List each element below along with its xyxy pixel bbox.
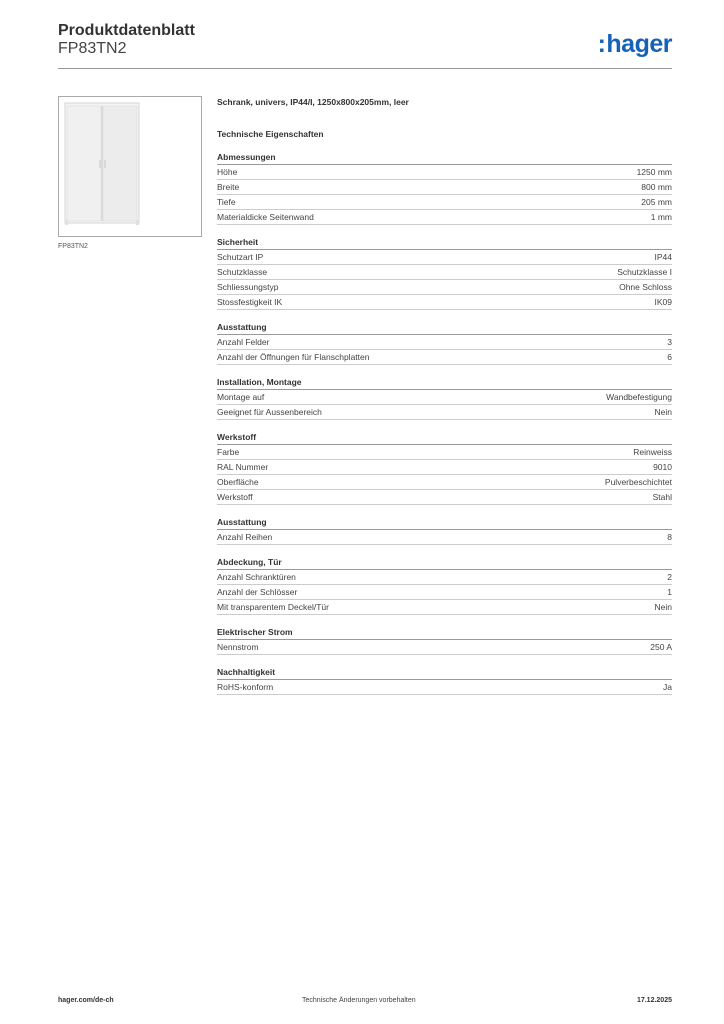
spec-value: Nein <box>654 602 672 612</box>
spec-label: Anzahl der Öffnungen für Flanschplatten <box>217 352 370 362</box>
spec-section <box>217 320 672 365</box>
spec-section <box>217 555 672 615</box>
spec-label: Materialdicke Seitenwand <box>217 212 314 222</box>
spec-label: Breite <box>217 182 240 192</box>
spec-sections <box>217 150 672 695</box>
product-description: Schrank, univers, IP44/I, 1250x800x205mm, leer <box>217 97 409 107</box>
spec-row <box>217 350 672 365</box>
product-code: FP83TN2 <box>58 40 127 57</box>
spec-value: 1250 mm <box>636 167 672 177</box>
spec-section <box>217 515 672 545</box>
spec-value: Nein <box>654 407 672 417</box>
spec-row <box>217 165 672 180</box>
spec-label: RAL Nummer <box>217 462 269 472</box>
spec-row <box>217 180 672 195</box>
spec-label: Mit transparentem Deckel/Tür <box>217 602 329 612</box>
spec-label: Werkstoff <box>217 492 253 502</box>
spec-row <box>217 680 672 695</box>
logo-text: hager <box>606 30 672 58</box>
spec-row <box>217 530 672 545</box>
section-title: Ausstattung <box>217 515 672 530</box>
spec-row <box>217 195 672 210</box>
spec-row <box>217 280 672 295</box>
spec-row <box>217 570 672 585</box>
spec-section <box>217 430 672 505</box>
cabinet-illustration <box>64 102 140 226</box>
section-title: Elektrischer Strom <box>217 625 672 640</box>
spec-value: 1 <box>667 587 672 597</box>
footer-date: 17.12.2025 <box>636 997 672 1004</box>
spec-row <box>217 390 672 405</box>
spec-label: RoHS-konform <box>217 682 274 692</box>
spec-label: Tiefe <box>217 197 236 207</box>
section-title: Abmessungen <box>217 150 672 165</box>
spec-label: Oberfläche <box>217 477 259 487</box>
spec-row <box>217 405 672 420</box>
spec-value: IK09 <box>654 297 672 307</box>
spec-value: Stahl <box>652 492 672 502</box>
spec-label: Farbe <box>217 447 240 457</box>
section-title: Abdeckung, Tür <box>217 555 672 570</box>
spec-value: 205 mm <box>641 197 672 207</box>
spec-label: Anzahl Reihen <box>217 532 273 542</box>
spec-value: Wandbefestigung <box>606 392 672 402</box>
spec-value: 250 A <box>650 642 672 652</box>
spec-row <box>217 210 672 225</box>
spec-value: 2 <box>667 572 672 582</box>
spec-label: Anzahl Felder <box>217 337 270 347</box>
spec-value: Ja <box>663 682 672 692</box>
footer-notice: Technische Änderungen vorbehalten <box>302 997 416 1004</box>
spec-row <box>217 335 672 350</box>
section-title: Sicherheit <box>217 235 672 250</box>
spec-heading: Technische Eigenschaften <box>217 129 324 139</box>
spec-label: Anzahl Schranktüren <box>217 572 296 582</box>
image-caption: FP83TN2 <box>58 243 88 250</box>
spec-content <box>217 96 672 695</box>
spec-section <box>217 625 672 655</box>
spec-value: Pulverbeschichtet <box>604 477 672 487</box>
section-title: Ausstattung <box>217 320 672 335</box>
spec-label: Stossfestigkeit IK <box>217 297 283 307</box>
spec-value: 6 <box>667 352 672 362</box>
spec-value: Schutzklasse I <box>617 267 672 277</box>
spec-value: 8 <box>667 532 672 542</box>
spec-row <box>217 445 672 460</box>
spec-row <box>217 600 672 615</box>
document-title: Produktdatenblatt <box>58 22 195 39</box>
spec-row <box>217 585 672 600</box>
spec-value: 1 mm <box>650 212 672 222</box>
spec-row <box>217 640 672 655</box>
spec-value: 800 mm <box>641 182 672 192</box>
header-divider <box>58 68 672 69</box>
spec-value: IP44 <box>654 252 672 262</box>
spec-section <box>217 375 672 420</box>
spec-section <box>217 150 672 225</box>
spec-label: Schliessungstyp <box>217 282 279 292</box>
hager-logo: :hager <box>597 30 672 58</box>
spec-label: Anzahl der Schlösser <box>217 587 298 597</box>
section-title: Installation, Montage <box>217 375 672 390</box>
section-title: Werkstoff <box>217 430 672 445</box>
spec-label: Montage auf <box>217 392 265 402</box>
spec-row <box>217 250 672 265</box>
spec-label: Höhe <box>217 167 238 177</box>
spec-label: Geeignet für Aussenbereich <box>217 407 322 417</box>
spec-section <box>217 665 672 695</box>
spec-row <box>217 490 672 505</box>
spec-row <box>217 265 672 280</box>
spec-value: Ohne Schloss <box>619 282 672 292</box>
spec-section <box>217 235 672 310</box>
spec-label: Nennstrom <box>217 642 259 652</box>
section-title: Nachhaltigkeit <box>217 665 672 680</box>
spec-value: 3 <box>667 337 672 347</box>
spec-row <box>217 295 672 310</box>
spec-label: Schutzklasse <box>217 267 268 277</box>
spec-label: Schutzart IP <box>217 252 264 262</box>
spec-row <box>217 460 672 475</box>
spec-value: Reinweiss <box>633 447 672 457</box>
page-header <box>58 20 672 70</box>
spec-value: 9010 <box>653 462 672 472</box>
spec-row <box>217 475 672 490</box>
footer-website[interactable]: hager.com/de-ch <box>58 997 114 1004</box>
product-image <box>58 96 202 237</box>
